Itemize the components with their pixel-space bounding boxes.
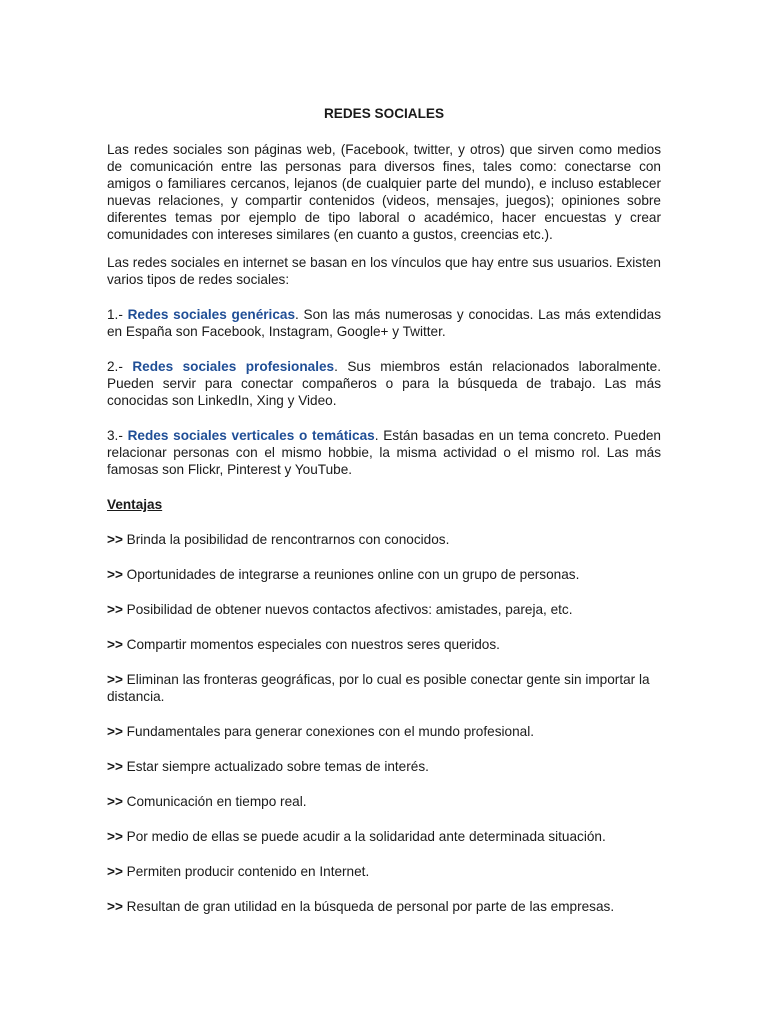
type-number: 1.-	[107, 307, 123, 322]
bullet-marker: >>	[107, 759, 123, 774]
advantage-item	[107, 671, 661, 705]
advantage-item	[107, 758, 661, 775]
advantage-item	[107, 566, 661, 583]
advantage-item	[107, 863, 661, 880]
advantage-item	[107, 898, 661, 915]
type-description: . Sus miembros están relacionados laboralmente. Pueden servir para conectar compañeros o para la búsqueda de trabajo. Las más conocidas son LinkedIn, Xing y Video.	[107, 359, 662, 408]
bullet-marker: >>	[107, 899, 123, 914]
advantage-text: Estar siempre actualizado sobre temas de interés.	[126, 759, 429, 774]
intro-paragraph: Las redes sociales son páginas web, (Facebook, twitter, y otros) que sirven como medios de comunicación entre las personas para diversos fines, tales como: conectarse con amigos o familiares cercanos, lejanos (de cualquier parte del mundo), e incluso establecer nuevas relaciones, y compartir contenidos (videos, mensajes, juegos); opiniones sobre diferentes temas por ejemplo de tipo laboral o académico, hacer encuestas y crear comunidades con intereses similares (en cuanto a gustos, creencias etc.).	[107, 142, 661, 242]
type-name: Redes sociales verticales o temáticas	[127, 428, 375, 443]
bullet-marker: >>	[107, 724, 123, 739]
types-intro-paragraph: Las redes sociales en internet se basan en los vínculos que hay entre sus usuarios. Existen varios tipos de redes sociales:	[107, 255, 661, 287]
advantage-item	[107, 601, 661, 618]
type-number: 3.-	[107, 428, 123, 443]
advantage-item	[107, 828, 661, 845]
advantage-text: Por medio de ellas se puede acudir a la solidaridad ante determinada situación.	[126, 829, 606, 844]
bullet-marker: >>	[107, 794, 123, 809]
type-description: . Son las más numerosas y conocidas. Las más extendidas en España son Facebook, Instagram, Google+ y Twitter.	[107, 307, 661, 339]
type-description: . Están basadas en un tema concreto. Pueden relacionar personas con el mismo hobbie, la misma actividad o el mismo rol. Las más famosas son Flickr, Pinterest y YouTube.	[107, 428, 661, 477]
advantage-text: Comunicación en tiempo real.	[126, 794, 307, 809]
advantage-item	[107, 636, 661, 653]
advantage-text: Fundamentales para generar conexiones con el mundo profesional.	[126, 724, 534, 739]
bullet-marker: >>	[107, 864, 123, 879]
type-item-profesionales	[107, 358, 661, 409]
bullet-marker: >>	[107, 602, 123, 617]
advantage-text: Brinda la posibilidad de rencontrarnos con conocidos.	[126, 532, 450, 547]
type-item-genericas	[107, 306, 661, 340]
type-number: 2.-	[107, 359, 123, 374]
type-item-verticales	[107, 427, 661, 478]
document-title: REDES SOCIALES	[323, 106, 445, 121]
bullet-marker: >>	[107, 532, 123, 547]
advantage-text: Eliminan las fronteras geográficas, por lo cual es posible conectar gente sin importar la distancia.	[107, 672, 650, 704]
bullet-marker: >>	[107, 637, 123, 652]
advantage-item	[107, 531, 661, 548]
advantage-text: Posibilidad de obtener nuevos contactos afectivos: amistades, pareja, etc.	[126, 602, 573, 617]
advantage-text: Oportunidades de integrarse a reuniones online con un grupo de personas.	[126, 567, 580, 582]
advantage-item	[107, 723, 661, 740]
bullet-marker: >>	[107, 672, 123, 687]
type-name: Redes sociales profesionales	[132, 359, 335, 374]
bullet-marker: >>	[107, 829, 123, 844]
advantages-heading: Ventajas	[107, 497, 163, 512]
advantage-text: Compartir momentos especiales con nuestros seres queridos.	[126, 637, 500, 652]
document-body	[107, 105, 661, 933]
type-name: Redes sociales genéricas	[127, 307, 296, 322]
advantage-item	[107, 793, 661, 810]
bullet-marker: >>	[107, 567, 123, 582]
advantage-text: Permiten producir contenido en Internet.	[126, 864, 370, 879]
advantage-text: Resultan de gran utilidad en la búsqueda de personal por parte de las empresas.	[126, 899, 615, 914]
